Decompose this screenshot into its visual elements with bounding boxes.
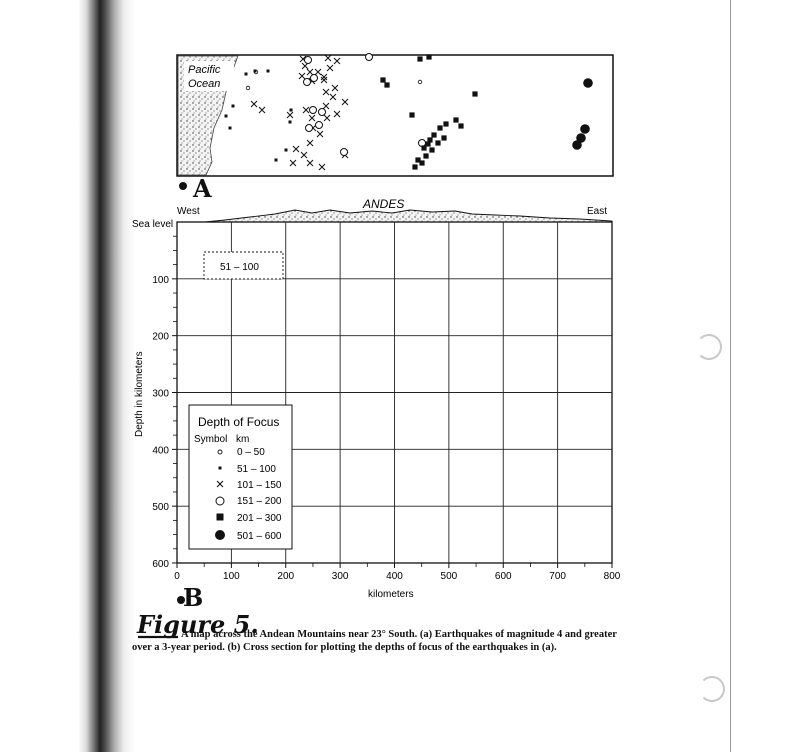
y-tick-label: 300	[152, 388, 169, 400]
x-tick-label: 400	[386, 571, 403, 582]
caption-line: over a 3-year period. (b) Cross section for plotting the depths of focus of the earthquakes in (a).	[132, 642, 557, 653]
map-frame	[177, 55, 613, 176]
earthquake-map	[177, 54, 613, 177]
map-open-circle-symbol	[341, 149, 348, 156]
map-filled-square-symbol	[443, 121, 448, 126]
map-small-circle-symbol	[418, 80, 422, 84]
andes-label: ANDES	[363, 197, 405, 211]
depth-axis-ticks	[152, 275, 177, 570]
map-filled-square-symbol	[423, 153, 428, 158]
caption-line: A map across the Andean Mountains near 23° South. (a) Earthquakes of magnitude 4 and greater	[181, 629, 617, 640]
x-tick-label: 500	[440, 571, 458, 582]
x-tick-label: 700	[549, 571, 566, 582]
map-filled-square-symbol	[431, 132, 436, 137]
map-open-circle-symbol	[304, 79, 311, 86]
map-filled-square-symbol	[384, 82, 389, 87]
small-circle-icon	[218, 450, 222, 454]
legend-range: 51 – 100	[237, 464, 276, 475]
distance-axis-ticks	[174, 563, 621, 582]
map-filled-square-symbol	[409, 112, 414, 117]
x-tick-label: 800	[603, 571, 621, 582]
map-filled-square-symbol	[412, 164, 417, 169]
map-filled-square-symbol	[415, 157, 420, 162]
x-tick-label: 100	[223, 571, 240, 582]
x-tick-label: 300	[331, 571, 349, 582]
figure-caption	[132, 628, 632, 654]
filled-square-icon	[217, 514, 224, 521]
map-tiny-square-symbol	[229, 127, 232, 130]
legend-km-header: km	[236, 434, 250, 445]
map-open-circle-symbol	[306, 125, 313, 132]
ocean-label: Ocean	[188, 78, 221, 90]
sea-level-label: Sea level	[132, 219, 174, 230]
map-filled-square-symbol	[441, 135, 446, 140]
map-tiny-square-symbol	[232, 105, 235, 108]
legend-title: Depth of Focus	[198, 415, 280, 429]
legend-range: 501 – 600	[237, 531, 282, 542]
map-open-circle-symbol	[319, 109, 326, 116]
map-tiny-square-symbol	[275, 159, 278, 162]
west-label: West	[177, 206, 200, 217]
map-open-circle-symbol	[316, 122, 323, 129]
map-filled-square-symbol	[425, 141, 430, 146]
legend-range: 101 – 150	[237, 480, 282, 491]
map-filled-square-symbol	[426, 54, 431, 59]
y-axis-label: Depth in kilometers	[134, 351, 145, 437]
map-filled-circle-symbol	[583, 78, 593, 88]
map-tiny-square-symbol	[245, 73, 248, 76]
map-filled-square-symbol	[437, 125, 442, 130]
ocean-label: Pacific	[188, 64, 221, 76]
x-tick-label: 0	[174, 571, 180, 582]
map-open-circle-symbol	[310, 107, 317, 114]
x-axis-label: kilometers	[368, 589, 414, 600]
cross-section	[132, 197, 621, 600]
y-tick-label: 100	[152, 274, 169, 286]
legend-range: 0 – 50	[237, 447, 265, 458]
east-label: East	[587, 206, 608, 217]
map-small-circle-symbol	[246, 86, 250, 90]
map-filled-circle-symbol	[572, 140, 582, 150]
map-tiny-square-symbol	[225, 115, 228, 118]
panel-label-dot	[179, 182, 187, 190]
map-filled-square-symbol	[380, 77, 385, 82]
panel-label-b: B	[183, 583, 204, 612]
map-tiny-square-symbol	[254, 70, 257, 73]
legend-range: 151 – 200	[237, 496, 282, 507]
x-tick-label: 200	[277, 571, 295, 582]
x-tick-label: 600	[494, 571, 512, 582]
map-filled-square-symbol	[435, 140, 440, 145]
map-filled-square-symbol	[429, 147, 434, 152]
map-filled-square-symbol	[472, 91, 477, 96]
open-circle-icon	[216, 497, 224, 505]
depth-legend	[189, 405, 292, 549]
map-filled-square-symbol	[453, 117, 458, 122]
filled-circle-icon	[215, 530, 225, 540]
map-open-circle-symbol	[366, 54, 373, 61]
map-open-circle-symbol	[305, 57, 312, 64]
figure-label: Figure 5.	[137, 610, 259, 639]
legend-symbol-header: Symbol	[194, 434, 228, 445]
panel-label-a: A	[193, 174, 212, 203]
andes-topography	[177, 210, 612, 222]
map-tiny-square-symbol	[285, 149, 288, 152]
y-tick-label: 200	[152, 331, 169, 343]
y-tick-label: 600	[152, 559, 169, 570]
map-filled-square-symbol	[458, 123, 463, 128]
y-tick-label: 500	[152, 502, 169, 514]
tiny-square-icon	[219, 467, 222, 470]
map-tiny-square-symbol	[267, 70, 270, 73]
map-tiny-square-symbol	[290, 109, 293, 112]
legend-range: 201 – 300	[237, 513, 282, 524]
map-open-circle-symbol	[311, 75, 318, 82]
example-depth-text: 51 – 100	[220, 262, 259, 273]
y-tick-label: 400	[152, 445, 169, 457]
map-filled-circle-symbol	[580, 124, 590, 134]
map-filled-square-symbol	[417, 56, 422, 61]
map-tiny-square-symbol	[289, 121, 292, 124]
